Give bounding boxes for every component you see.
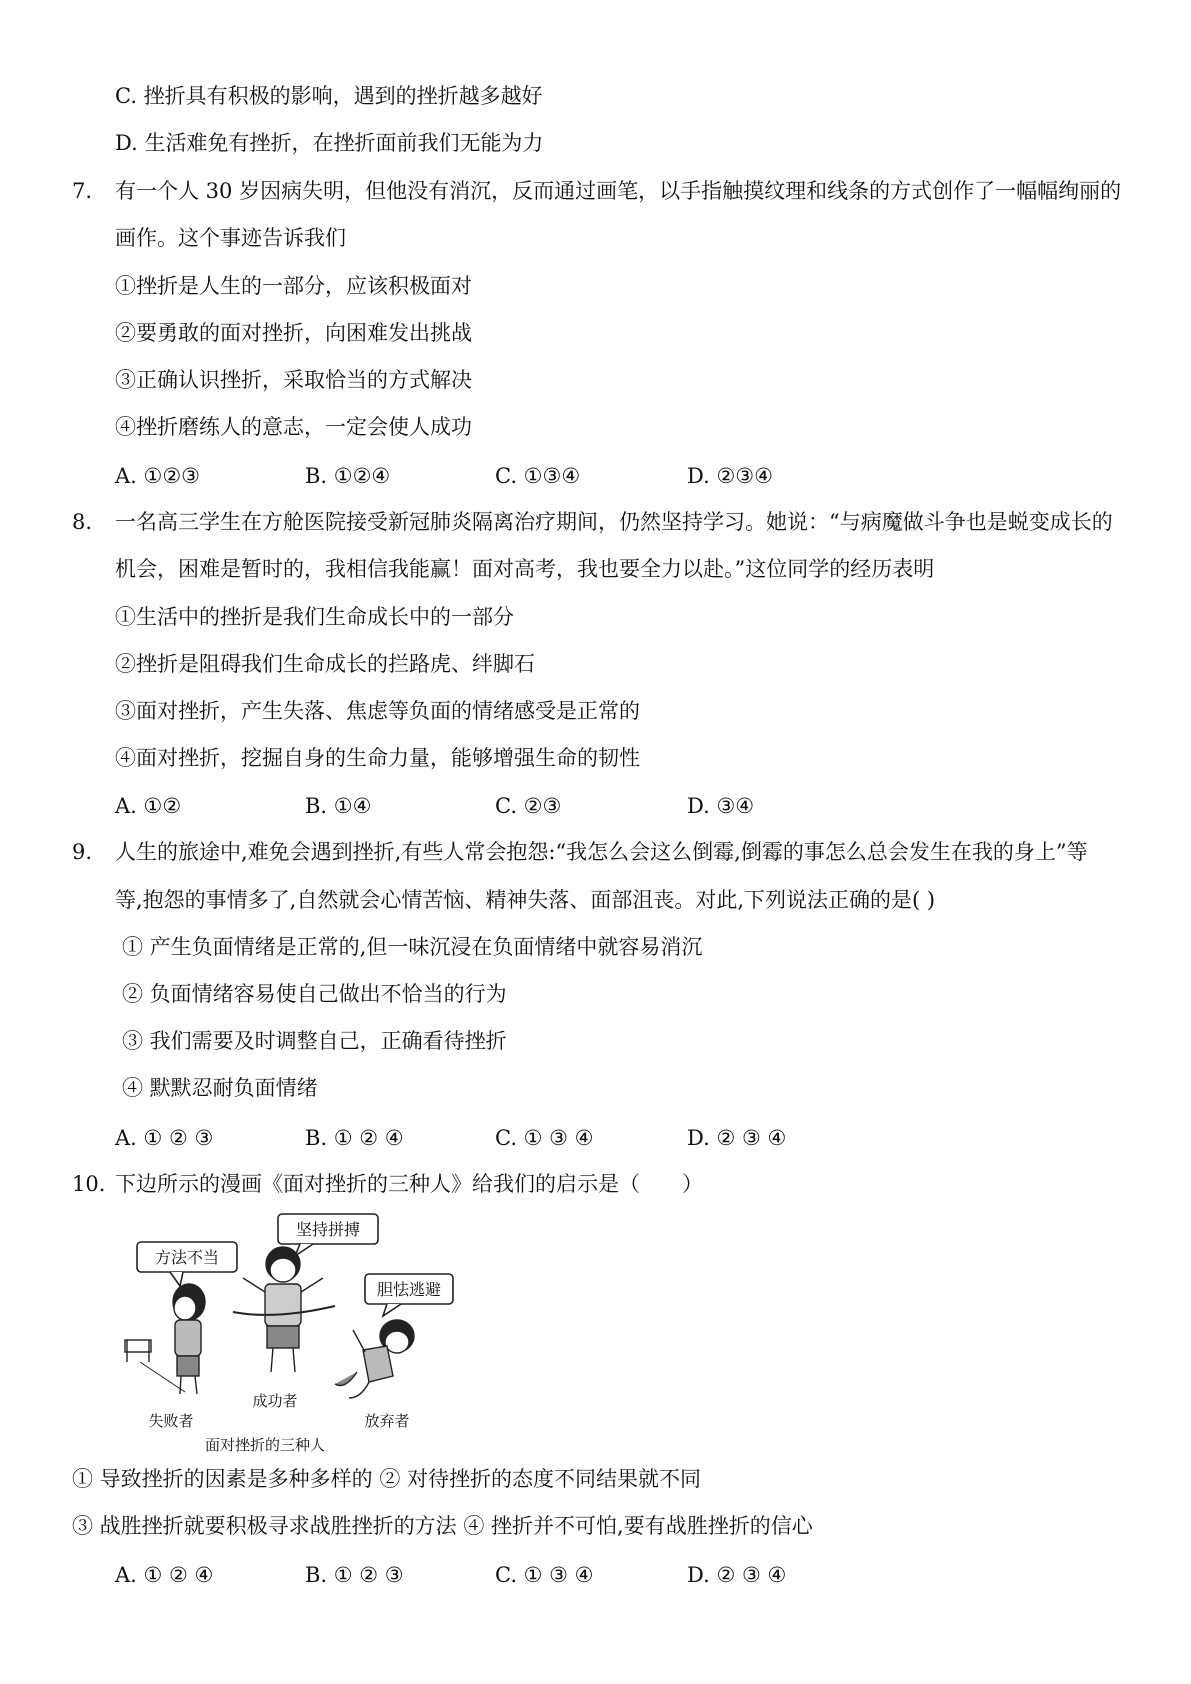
q7-item-3: ③正确认识挫折，采取恰当的方式解决 [115, 368, 472, 392]
q7-stem-line-2: 画作。这个事迹告诉我们 [115, 226, 346, 250]
q10-option-c: C. ① ③ ④ [495, 1563, 594, 1587]
q9-option-c: C. ① ③ ④ [495, 1126, 594, 1150]
q8-item-2: ②挫折是阻碍我们生命成长的拦路虎、绊脚石 [115, 652, 535, 676]
bubble-2-text: 坚持拼搏 [295, 1220, 361, 1239]
q8-option-d: D. ③④ [687, 794, 755, 818]
bubble-cowardly [365, 1274, 453, 1316]
q7-option-b: B. ①②④ [305, 464, 391, 488]
label-success: 成功者 [252, 1392, 298, 1410]
q8-item-1: ①生活中的挫折是我们生命成长中的一部分 [115, 605, 514, 629]
q9-option-b: B. ① ② ④ [305, 1126, 404, 1150]
q7-number: 7. [72, 179, 93, 203]
q8-option-c: C. ②③ [495, 794, 562, 818]
q9-item-1: ① 产生负面情绪是正常的,但一味沉浸在负面情绪中就容易消沉 [122, 935, 703, 959]
q9-option-d: D. ② ③ ④ [687, 1126, 787, 1150]
q8-item-4: ④面对挫折，挖掘自身的生命力量，能够增强生命的韧性 [115, 746, 640, 770]
q7-option-c: C. ①③④ [495, 464, 581, 488]
q7-stem-line-1: 有一个人 30 岁因病失明，但他没有消沉，反而通过画笔，以手指触摸纹理和线条的方式创作了一幅幅绚丽的 [115, 179, 1122, 203]
bubble-1-text: 方法不当 [154, 1248, 220, 1267]
label-giveup: 放弃者 [364, 1412, 410, 1430]
q10-option-d: D. ② ③ ④ [687, 1563, 787, 1587]
q6-option-d: D. 生活难免有挫折，在挫折面前我们无能为力 [115, 131, 544, 155]
q7-option-d: D. ②③④ [687, 464, 773, 488]
q9-stem-line-1: 人生的旅途中,难免会遇到挫折,有些人常会抱怨:“我怎么会这么倒霉,倒霉的事怎么总会发生在我的身上”等 [115, 840, 1088, 864]
success-figure [233, 1247, 335, 1372]
label-failure: 失败者 [148, 1412, 194, 1430]
bubble-3-text: 胆怯逃避 [376, 1280, 442, 1299]
q6-option-c: C. 挫折具有积极的影响，遇到的挫折越多越好 [115, 84, 543, 108]
q8-stem-line-1: 一名高三学生在方舱医院接受新冠肺炎隔离治疗期间，仍然坚持学习。她说：“与病魔做斗争也是蜕变成长的 [115, 510, 1113, 534]
q8-option-b: B. ①④ [305, 794, 372, 818]
q10-option-a: A. ① ② ④ [115, 1563, 214, 1587]
q9-stem-line-2: 等,抱怨的事情多了,自然就会心情苦恼、精神失落、面部沮丧。对此,下列说法正确的是( ) [115, 888, 936, 912]
q9-item-2: ② 负面情绪容易使自己做出不恰当的行为 [122, 982, 507, 1006]
q10-items-line-2: ③ 战胜挫折就要积极寻求战胜挫折的方法 ④ 挫折并不可怕,要有战胜挫折的信心 [72, 1514, 813, 1538]
q7-item-2: ②要勇敢的面对挫折，向困难发出挑战 [115, 321, 472, 345]
q9-number: 9. [72, 840, 93, 864]
q9-item-4: ④ 默默忍耐负面情绪 [122, 1076, 318, 1100]
q7-option-a: A. ①②③ [115, 464, 200, 488]
comic-caption: 面对挫折的三种人 [204, 1436, 326, 1454]
comic-three-people [125, 1212, 442, 1454]
q8-item-3: ③面对挫折，产生失落、焦虑等负面的情绪感受是正常的 [115, 699, 640, 723]
q9-item-3: ③ 我们需要及时调整自己，正确看待挫折 [122, 1029, 507, 1053]
q10-stem: 下边所示的漫画《面对挫折的三种人》给我们的启示是（ ） [115, 1172, 703, 1196]
q8-option-a: A. ①② [115, 794, 182, 818]
q7-item-4: ④挫折磨练人的意志，一定会使人成功 [115, 415, 472, 439]
q8-number: 8. [72, 510, 93, 534]
q9-option-a: A. ① ② ③ [115, 1126, 214, 1150]
bubble-method-wrong [137, 1242, 237, 1286]
q10-items-line-1: ① 导致挫折的因素是多种多样的 ② 对待挫折的态度不同结果就不同 [72, 1467, 702, 1491]
q7-item-1: ①挫折是人生的一部分，应该积极面对 [115, 274, 472, 298]
giveup-figure [335, 1320, 414, 1398]
q10-number: 10. [72, 1172, 106, 1196]
failure-figure [125, 1284, 205, 1394]
q8-stem-line-2: 机会，困难是暂时的，我相信我能赢！面对高考，我也要全力以赴。”这位同学的经历表明 [115, 557, 935, 581]
q10-option-b: B. ① ② ③ [305, 1563, 404, 1587]
